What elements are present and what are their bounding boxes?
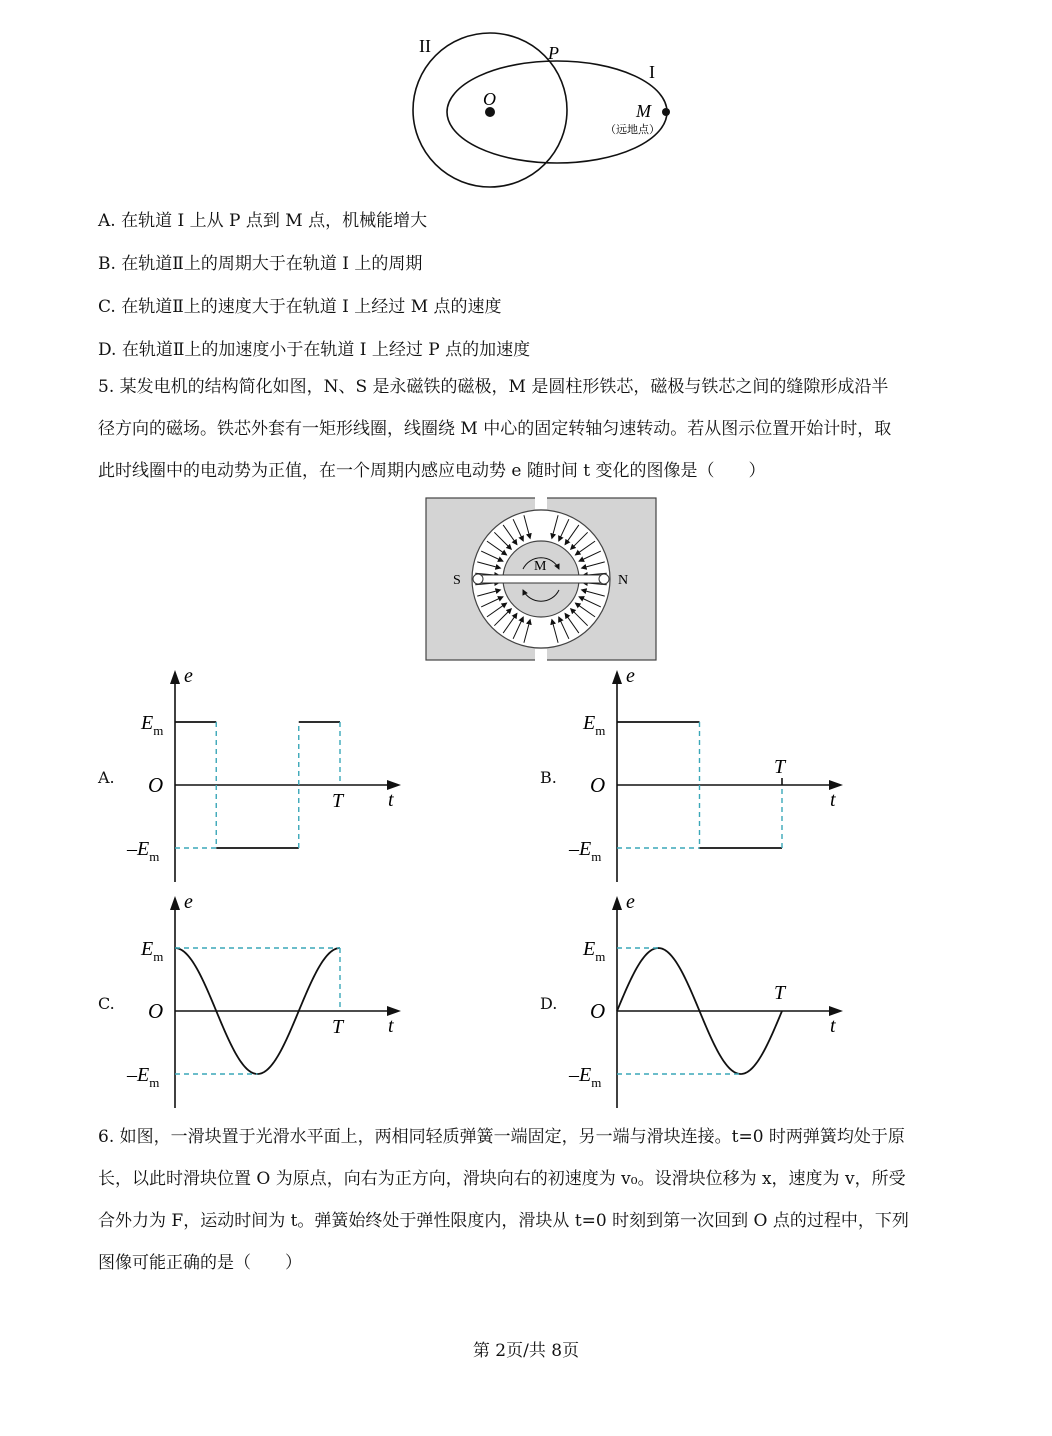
y-axis-label: e: [184, 891, 193, 913]
q5-line: 5. 某发电机的结构简化如图，N、S 是永磁铁的磁极，M 是圆柱形铁芯，磁极与铁芯之间的缝隙形成沿半: [98, 377, 889, 397]
q4-option-c: C. 在轨道Ⅱ上的速度大于在轨道 I 上经过 M 点的速度: [98, 297, 502, 317]
magnet-gap-top: [535, 497, 547, 509]
y-axis-arrow: [612, 896, 622, 910]
apogee-note: （远地点）: [605, 123, 660, 136]
origin-label: O: [590, 999, 606, 1023]
q6-line: 合外力为 F，运动时间为 t。弹簧始终处于弹性限度内，滑块从 t=0 时刻到第一次回到 O 点的过程中，下列: [98, 1211, 909, 1231]
x-axis-label: t: [830, 1015, 836, 1037]
y-axis-arrow: [170, 896, 180, 910]
graph-c: [125, 886, 415, 1116]
period-label: T: [332, 790, 344, 812]
option-d-label: D.: [540, 994, 558, 1013]
page-footer: 第 2页/共 8页: [472, 1341, 580, 1361]
graph-a: [125, 660, 415, 890]
magnet-gap-bottom: [535, 649, 547, 661]
neg-em-tick-label: $-E_m$: [127, 1064, 160, 1090]
orbit-figure: [405, 30, 685, 195]
orbit-I-label: I: [649, 62, 655, 82]
em-tick-label: $E_m$: [583, 712, 606, 738]
q6-line: 图像可能正确的是（ ）: [98, 1253, 302, 1273]
em-tick-label: $E_m$: [583, 938, 606, 964]
q4-option-d: D. 在轨道Ⅱ上的加速度小于在轨道 I 上经过 P 点的加速度: [98, 340, 531, 360]
origin-label: O: [590, 773, 606, 797]
apogee-dot: [662, 108, 670, 116]
point-M-label: M: [636, 101, 651, 121]
period-label: T: [774, 756, 786, 778]
orbit-II-label: II: [419, 36, 431, 56]
y-axis-label: e: [626, 665, 635, 687]
coil-end-left: [473, 574, 483, 584]
neg-em-tick-label: $-E_m$: [569, 838, 602, 864]
south-pole-label: S: [453, 573, 461, 588]
q6-question: [98, 1116, 982, 1284]
neg-em-tick-label: $-E_m$: [127, 838, 160, 864]
rectangular-coil: [478, 575, 604, 583]
em-tick-label: $E_m$: [141, 712, 164, 738]
x-axis-label: t: [388, 789, 394, 811]
q6-line: 长，以此时滑块位置 O 为原点，向右为正方向，滑块向右的初速度为 v₀。设滑块位移为 x，速度为 v，所受: [98, 1169, 906, 1189]
x-axis-label: t: [830, 789, 836, 811]
neg-em-tick-label: $-E_m$: [569, 1064, 602, 1090]
origin-label: O: [148, 773, 164, 797]
y-axis-arrow: [170, 670, 180, 684]
coil-end-right: [599, 574, 609, 584]
point-P-label: P: [548, 43, 559, 63]
origin-label: O: [148, 999, 164, 1023]
q5-question: [98, 366, 982, 492]
y-axis-label: e: [184, 665, 193, 687]
option-b-label: B.: [540, 768, 557, 787]
graph-d: [567, 886, 857, 1116]
point-O-label: O: [483, 89, 496, 109]
q5-line: 径方向的磁场。铁芯外套有一矩形线圈，线圈绕 M 中心的固定转轴匀速转动。若从图示位置开始计时，取: [98, 419, 892, 439]
q4-option-b: B. 在轨道Ⅱ上的周期大于在轨道 I 上的周期: [98, 254, 423, 274]
q5-line: 此时线圈中的电动势为正值，在一个周期内感应电动势 e 随时间 t 变化的图像是（ ）: [98, 461, 766, 481]
em-tick-label: $E_m$: [141, 938, 164, 964]
x-axis-label: t: [388, 1015, 394, 1037]
y-axis-label: e: [626, 891, 635, 913]
option-c-label: C.: [98, 994, 115, 1013]
graph-b: [567, 660, 857, 890]
period-label: T: [332, 1016, 344, 1038]
q6-line: 6. 如图，一滑块置于光滑水平面上，两相同轻质弹簧一端固定，另一端与滑块连接。t=0 时两弹簧均处于原: [98, 1127, 905, 1147]
option-a-label: A.: [98, 768, 115, 787]
period-label: T: [774, 982, 786, 1004]
generator-figure: [425, 497, 657, 661]
y-axis-arrow: [612, 670, 622, 684]
north-pole-label: N: [618, 573, 629, 588]
q4-option-a: A. 在轨道 I 上从 P 点到 M 点，机械能增大: [98, 211, 428, 231]
core-label: M: [534, 559, 547, 574]
